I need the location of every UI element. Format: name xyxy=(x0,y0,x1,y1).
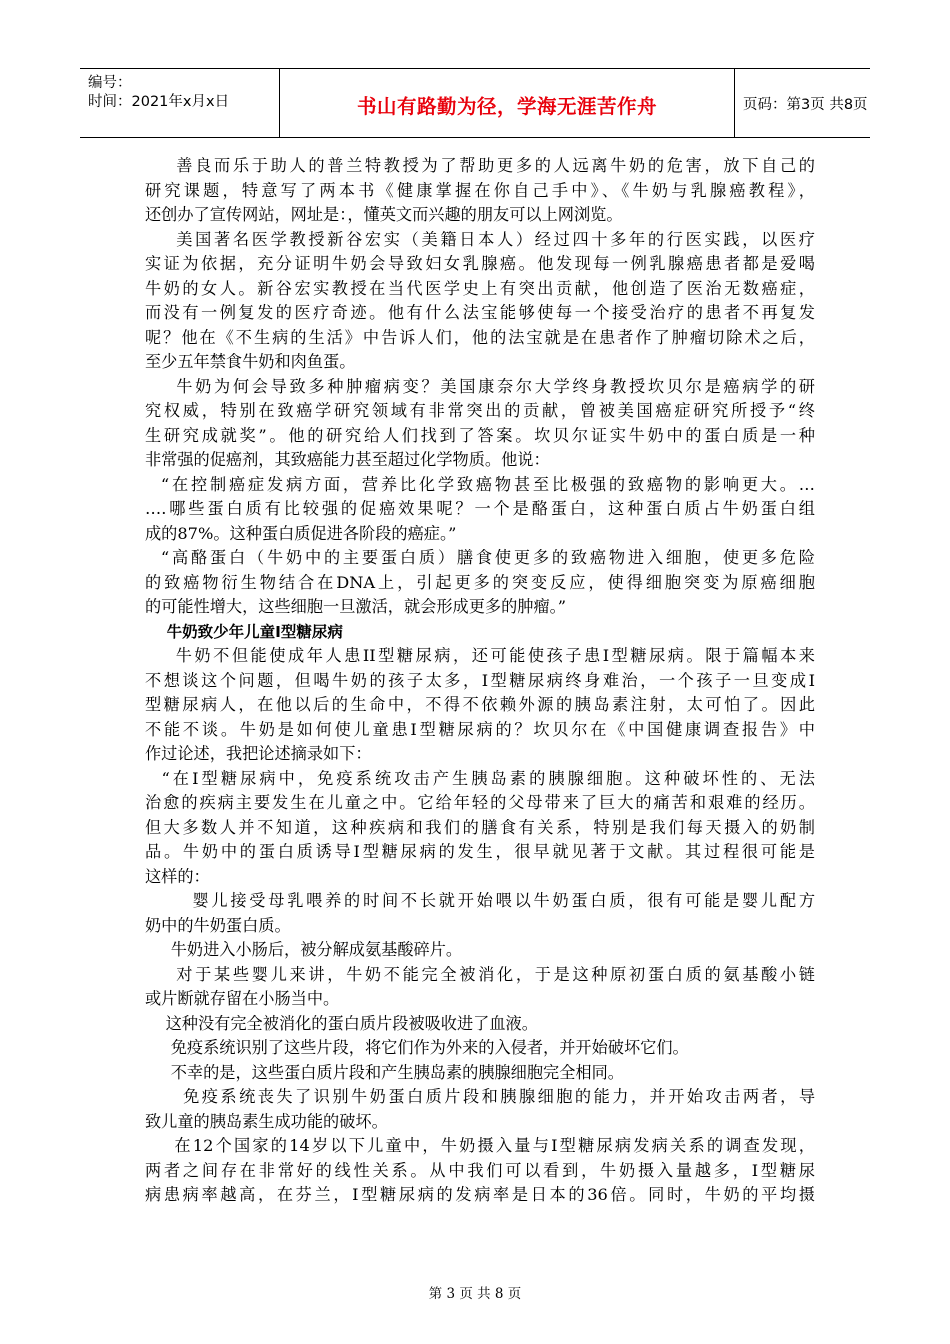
header-motto-cell xyxy=(280,69,735,137)
text-line: 不想谈这个问题，但喝牛奶的孩子太多，I型糖尿病终身难治，一个孩子一旦变成I xyxy=(145,670,815,690)
motto-text: 书山有路勤为径，学海无涯苦作舟 xyxy=(356,95,657,118)
text-line: 品。牛奶中的蛋白质诱导I型糖尿病的发生，很早就见著于文献。其过程很可能是 xyxy=(145,842,815,861)
page-footer: 第 3 页 共 8 页 xyxy=(428,1286,522,1302)
text-line: “在控制癌症发病方面，营养比化学致癌物甚至比极强的致癌物的影响更大。… xyxy=(145,474,815,494)
text-line: “在I型糖尿病中，免疫系统攻击产生胰岛素的胰腺细胞。这种破坏性的、无法 xyxy=(145,768,815,788)
text-line: 型糖尿病人，在他以后的生命中，不得不依赖外源的胰岛素注射，太可怕了。因此 xyxy=(145,695,815,714)
text-line: 免疫系统识别了这些片段，将它们作为外来的入侵者，并开始破坏它们。 xyxy=(145,1038,689,1057)
text-line: 在12个国家的14岁以下儿童中，牛奶摄入量与I型糖尿病发病关系的调查发现， xyxy=(145,1136,815,1155)
text-line: 或片断就存留在小肠当中。 xyxy=(145,989,340,1008)
text-line: 两者之间存在非常好的线性关系。从中我们可以看到，牛奶摄入量越多，I型糖尿 xyxy=(145,1160,815,1180)
text-line: 实证为依据，充分证明牛奶会导致妇女乳腺癌。他发现每一例乳腺癌患者都是爱喝 xyxy=(145,254,815,273)
text-line: 生研究成就奖”。他的研究给人们找到了答案。坎贝尔证实牛奶中的蛋白质是一种 xyxy=(145,425,815,445)
text-line: 不幸的是，这些蛋白质片段和产生胰岛素的胰腺细胞完全相同。 xyxy=(145,1062,624,1082)
text-line: 牛奶进入小肠后，被分解成氨基酸碎片。 xyxy=(145,940,463,959)
text-line: 牛奶的女人。新谷宏实教授在当代医学史上有突出贡献，他创造了医治无数癌症， xyxy=(145,278,815,298)
text-line: 的致癌物衍生物结合在DNA上，引起更多的突变反应，使得细胞突变为原癌细胞 xyxy=(145,572,815,592)
document-date: 时间：2021年x月x日 xyxy=(88,94,230,110)
text-line: 婴儿接受母乳喂养的时间不长就开始喂以牛奶蛋白质，很有可能是婴儿配方 xyxy=(145,891,816,910)
document-body xyxy=(145,154,815,1208)
text-line: 这种没有完全被消化的蛋白质片段被吸收进了血液。 xyxy=(145,1013,538,1033)
text-line: 的可能性增大，这些细胞一旦激活，就会形成更多的肿瘤。” xyxy=(145,597,567,616)
header-page-number: 页码：第3页 共8页 xyxy=(743,97,868,113)
text-line: 究权威，特别在致癌学研究领域有非常突出的贡献，曾被美国癌症研究所授予“终 xyxy=(145,401,815,420)
header-info-cell xyxy=(80,69,280,137)
text-line: 作过论述，我把论述摘录如下： xyxy=(145,744,372,763)
text-line: 对于某些婴儿来讲，牛奶不能完全被消化，于是这种原初蛋白质的氨基酸小链 xyxy=(145,964,815,984)
text-line: 美国著名医学教授新谷宏实（美籍日本人）经过四十多年的行医实践，以医疗 xyxy=(145,229,815,249)
text-line: 呢？他在《不生病的生活》中告诉人们，他的法宝就是在患者作了肿瘤切除术之后， xyxy=(145,327,815,347)
text-line: 致儿童的胰岛素生成功能的破坏。 xyxy=(145,1111,388,1131)
text-line: 治愈的疾病主要发生在儿童之中。它给年轻的父母带来了巨大的痛苦和艰难的经历。 xyxy=(145,793,815,812)
header-page-cell xyxy=(735,69,870,137)
text-line: 不能不谈。牛奶是如何使儿童患I型糖尿病的？坎贝尔在《中国健康调查报告》中 xyxy=(145,719,815,739)
text-line: 非常强的促癌剂，其致癌能力甚至超过化学物质。他说： xyxy=(145,450,550,469)
text-line: 至少五年禁食牛奶和肉鱼蛋。 xyxy=(145,352,356,371)
text-line: 牛奶为何会导致多种肿瘤病变？美国康奈尔大学终身教授坎贝尔是癌病学的研 xyxy=(145,376,815,396)
text-line: 奶中的牛奶蛋白质。 xyxy=(145,915,291,935)
text-line: 成的87%。这种蛋白质促进各阶段的癌症。” xyxy=(145,523,457,543)
text-line: 牛奶不但能使成年人患II型糖尿病，还可能使孩子患I型糖尿病。限于篇幅本来 xyxy=(145,646,815,665)
text-line: 善良而乐于助人的普兰特教授为了帮助更多的人远离牛奶的危害，放下自己的 xyxy=(145,156,815,175)
text-line: 免疫系统丧失了识别牛奶蛋白质片段和胰腺细胞的能力，并开始攻击两者，导 xyxy=(145,1087,816,1106)
text-line: 这样的： xyxy=(145,866,210,886)
text-line: “高酪蛋白（牛奶中的主要蛋白质）膳食使更多的致癌物进入细胞，使更多危险 xyxy=(145,548,815,567)
document-number: 编号： xyxy=(88,75,132,91)
text-line: ….哪些蛋白质有比较强的促癌效果呢？一个是酪蛋白，这种蛋白质占牛奶蛋白组 xyxy=(145,499,815,518)
section-heading: 牛奶致少年儿童I型糖尿病 xyxy=(145,622,343,641)
page-header xyxy=(80,68,870,138)
text-line: 病患病率越高，在芬兰，I型糖尿病的发病率是日本的36倍。同时，牛奶的平均摄 xyxy=(145,1185,815,1204)
text-line: 但大多数人并不知道，这种疾病和我们的膳食有关系，特别是我们每天摄入的奶制 xyxy=(145,817,815,837)
text-line: 而没有一例复发的医疗奇迹。他有什么法宝能够使每一个接受治疗的患者不再复发 xyxy=(145,303,815,322)
text-line: 还创办了宣传网站，网址是：，懂英文而兴趣的朋友可以上网浏览。 xyxy=(145,205,623,224)
text-line: 研究课题，特意写了两本书《健康掌握在你自己手中》、《牛奶与乳腺癌教程》， xyxy=(145,180,815,200)
